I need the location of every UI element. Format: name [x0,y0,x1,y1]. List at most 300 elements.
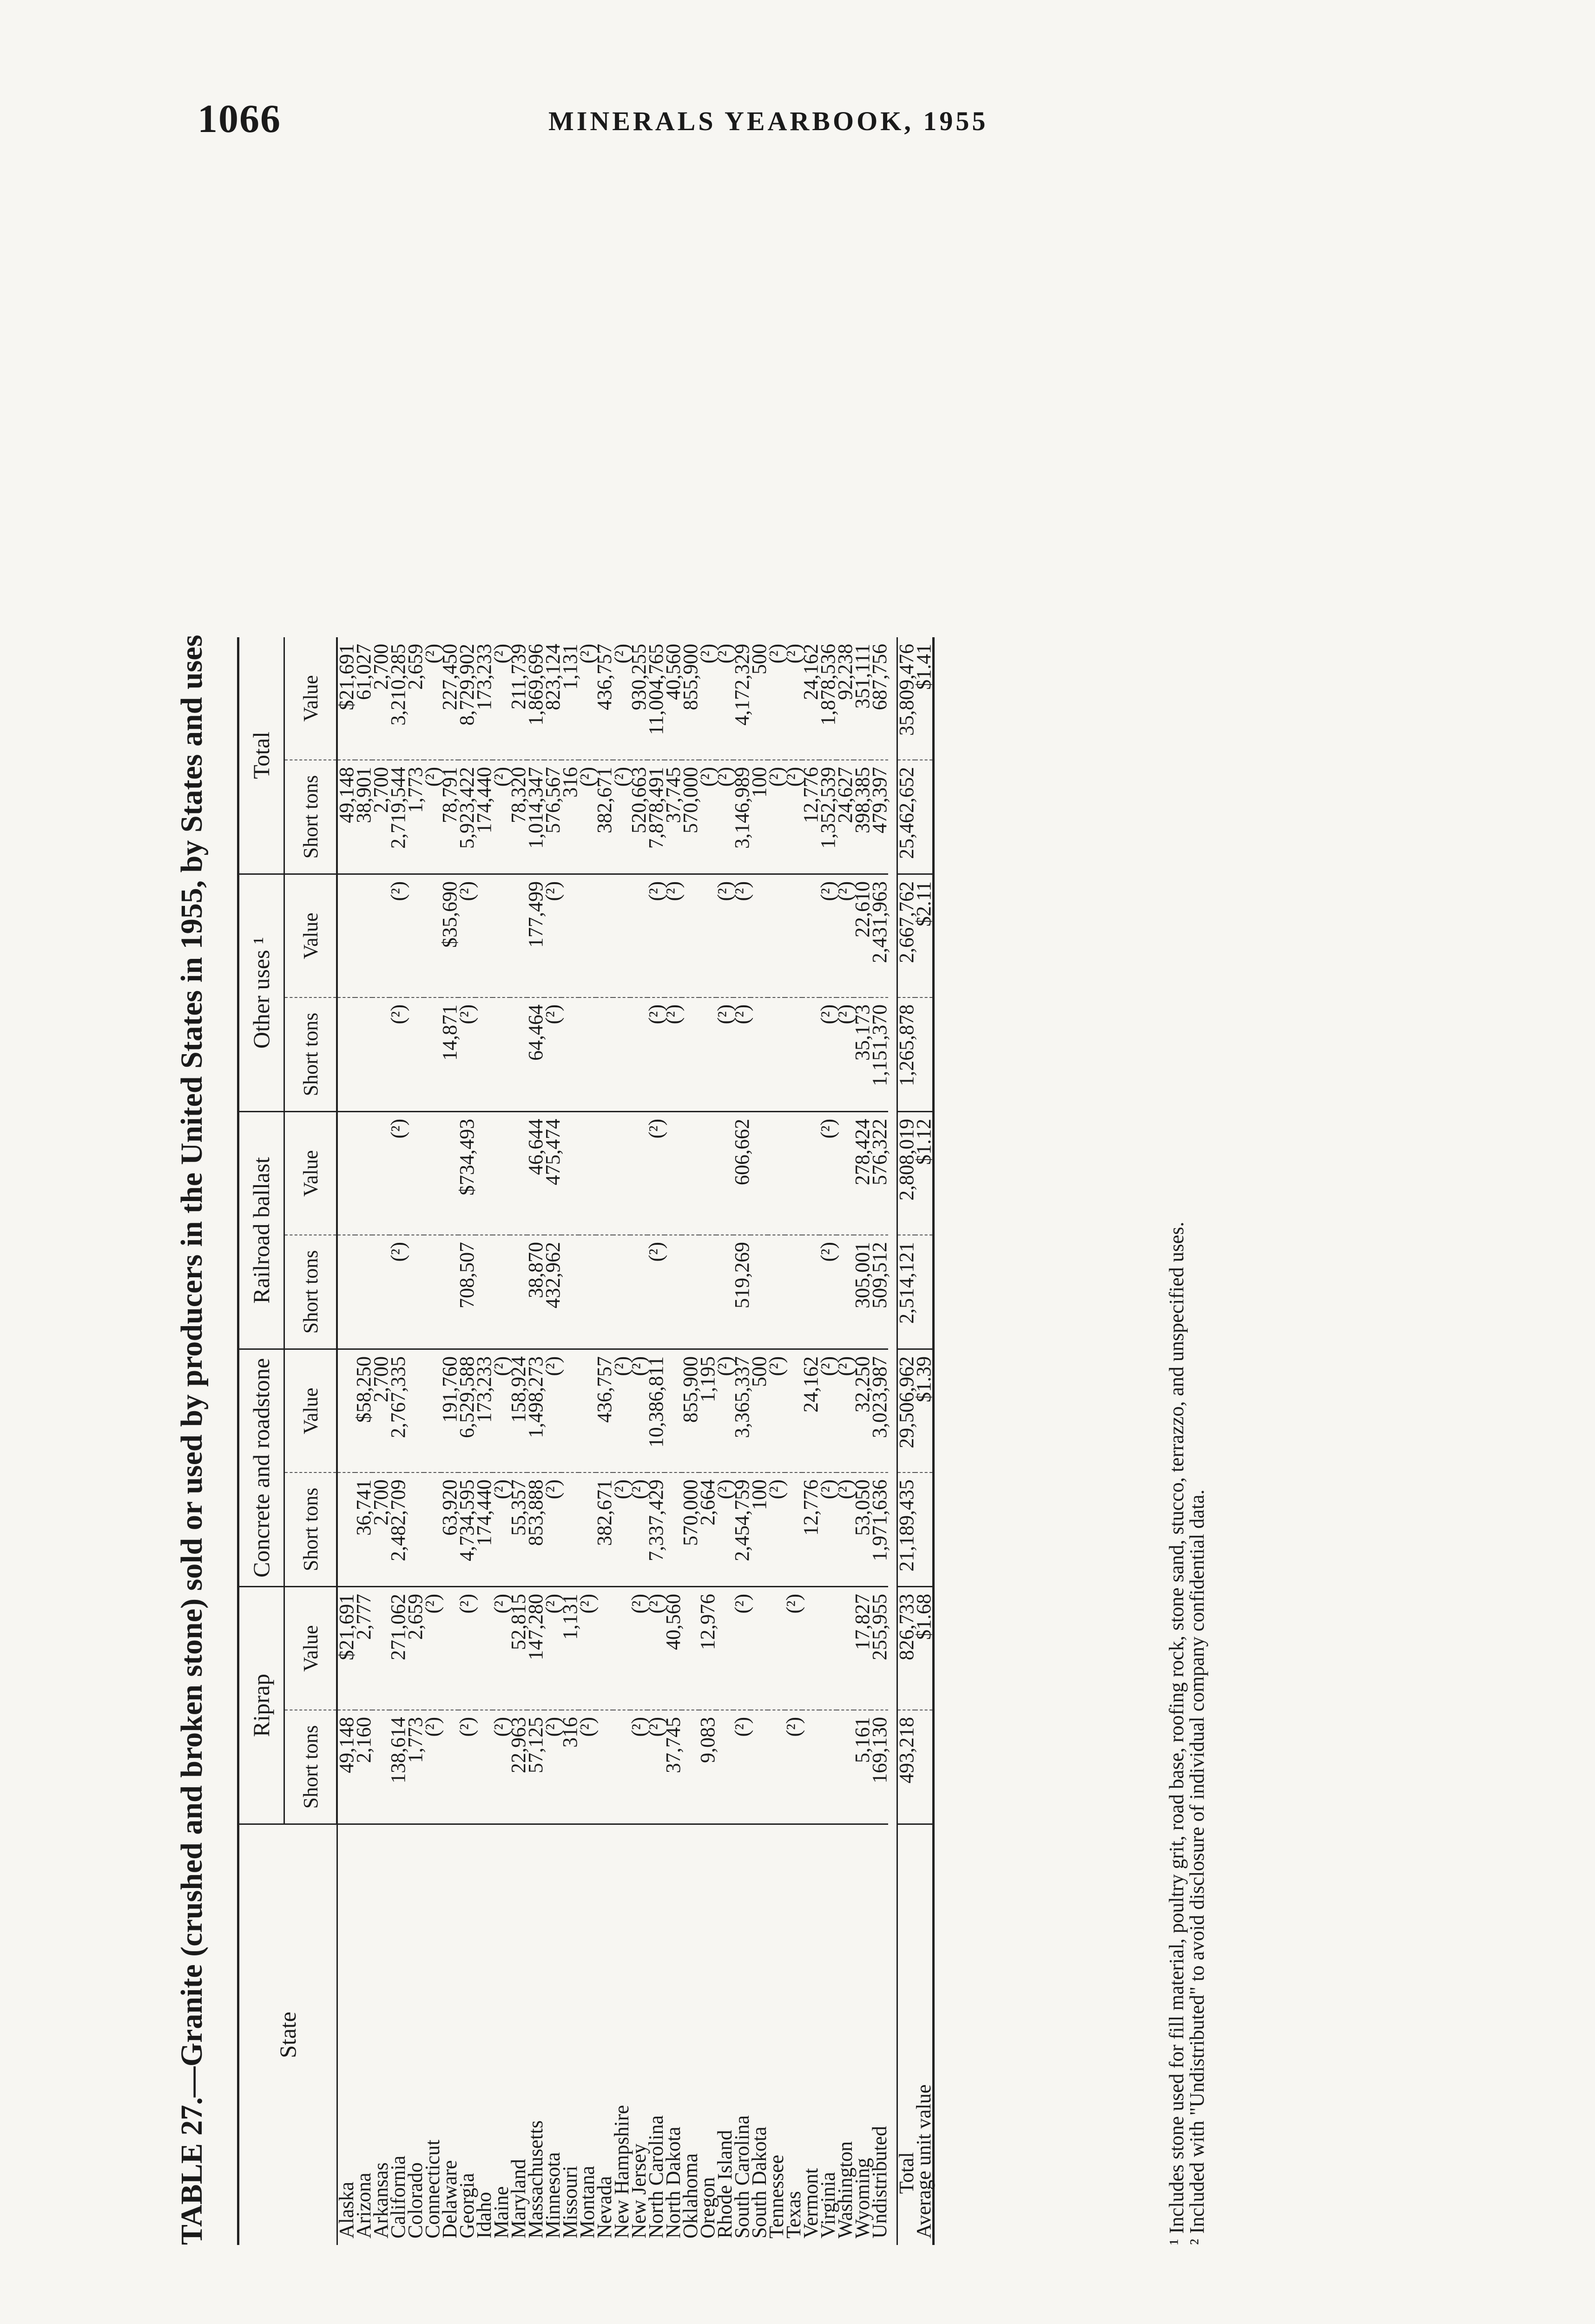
short-tons-cell: 100 [751,1472,768,1587]
state-cell: Maryland [510,1824,527,2245]
short-tons-cell [613,1235,630,1349]
short-tons-cell: 49,148 [337,1710,355,1824]
short-tons-cell: (²) [613,760,630,874]
short-tons-cell: 100 [751,760,768,874]
short-tons-cell: 14,871 [441,997,458,1112]
value-cell: 147,280 [527,1587,544,1710]
short-tons-cell: 4,734,595 [458,1472,475,1587]
value-cell: 1,131 [561,1587,579,1710]
value-cell: 3,210,285 [387,644,409,726]
value-cell: (²) [424,1587,441,1710]
short-tons-cell: 36,741 [355,1472,372,1587]
short-tons-cell: 7,337,429 [647,1472,665,1587]
value-cell: (²) [819,1349,837,1473]
table-row [596,637,613,2245]
short-tons-cell: 305,001 [854,1235,871,1349]
short-tons-cell [355,997,372,1112]
value-cell: 1,878,536 [817,644,839,726]
value-cell: 271,062 [389,1587,407,1710]
table-row [337,637,355,2245]
short-tons-cell: (²) [837,1472,854,1587]
short-tons-cell [819,1710,837,1824]
short-tons-cell: (²) [613,1472,630,1587]
value-cell: $734,493 [458,1112,475,1235]
value-cell: $21,691 [337,1587,355,1710]
value-header: Value [284,1349,337,1473]
value-cell: 2,700 [372,1349,389,1473]
short-tons-cell: 53,050 [854,1472,871,1587]
short-tons-cell: 7,878,491 [647,760,665,874]
table-title: TABLE 27.—Granite (crushed and broken stone) sold or used by producers in the United States in 1955, by States and uses [175,634,209,2245]
short-tons-cell: 38,870 [527,1235,544,1349]
value-cell: 2,659 [407,1587,424,1710]
value-header: Value [284,1112,337,1235]
value-cell: 2,659 [404,644,427,690]
short-tons-cell: (²) [630,1710,647,1824]
short-tons-cell [424,1235,441,1349]
state-cell: North Dakota [665,1824,682,2245]
state-column-header: State [238,1824,337,2245]
short-tons-cell: 1,151,370 [871,997,888,1112]
value-cell: 29,506,962 [897,1349,916,1473]
state-cell: New Hampshire [613,1824,630,2245]
value-cell [596,874,613,998]
table-row [751,637,768,2245]
value-cell: 687,756 [868,644,891,710]
value-cell: (²) [544,1349,561,1473]
short-tons-cell: 570,000 [682,1472,699,1587]
state-cell: Wyoming [854,1824,871,2245]
short-tons-cell: 2,482,709 [389,1472,407,1587]
short-tons-cell: (²) [716,1472,733,1587]
value-cell: 8,729,902 [455,644,478,726]
short-tons-cell: (²) [716,997,733,1112]
short-tons-cell: (²) [493,1472,510,1587]
value-cell: (²) [490,644,513,664]
value-cell: 2,777 [355,1587,372,1710]
value-cell: (²) [733,1587,751,1710]
value-cell: (²) [493,1349,510,1473]
value-cell: 52,815 [510,1587,527,1710]
footnotes [1167,1221,1207,2245]
value-cell: 6,529,588 [458,1349,475,1473]
value-cell: (²) [544,874,561,998]
value-cell: 576,322 [871,1112,888,1235]
state-cell: South Dakota [751,1824,768,2245]
state-cell: Total [897,1824,916,2245]
value-cell: 2,808,019 [897,1112,916,1235]
short-tons-cell: 509,512 [871,1235,888,1349]
value-cell: (²) [713,644,736,664]
value-cell [785,1112,802,1235]
state-cell: Maine [493,1824,510,2245]
table-row [682,637,699,2245]
state-cell: Texas [785,1824,802,2245]
short-tons-cell: (²) [389,1235,407,1349]
table-row [837,637,854,2245]
state-cell: Minnesota [544,1824,561,2245]
value-cell: 4,172,329 [731,644,753,726]
short-tons-cell: 1,971,636 [871,1472,888,1587]
short-tons-cell: 174,440 [475,760,493,874]
state-cell: Georgia [458,1824,475,2245]
value-cell: (²) [837,1349,854,1473]
value-cell: (²) [610,644,633,664]
short-tons-cell: 12,776 [802,1472,819,1587]
table-row [561,637,579,2245]
value-cell: 158,924 [510,1349,527,1473]
short-tons-cell: 2,664 [699,1472,716,1587]
value-cell: 826,733 [897,1587,916,1710]
value-cell: 17,827 [854,1587,871,1710]
value-header: Value [284,874,337,998]
short-tons-cell: 37,745 [665,760,682,874]
value-cell: 436,757 [593,644,616,710]
table-row [441,637,458,2245]
value-cell: (²) [716,1349,733,1473]
value-cell: (²) [696,644,719,664]
value-cell: 227,450 [438,644,461,710]
rotated-table-block [174,153,1336,2245]
table-row [355,637,372,2245]
short-tons-header: Short tons [284,1710,337,1824]
short-tons-cell: 2,700 [372,1472,389,1587]
value-cell: 173,233 [473,644,495,710]
value-cell: $2.11 [915,874,934,998]
short-tons-cell: 63,920 [441,1472,458,1587]
value-cell: 255,955 [871,1587,888,1710]
value-header: Value [284,637,337,760]
value-cell [682,1112,699,1235]
short-tons-cell: (²) [579,1710,596,1824]
table-row [493,637,510,2245]
footnote-1: ¹ Includes stone used for fill material, poultry grit, road base, roofing rock, stone sand, stucco, terrazzo, and unspecified uses. [1165,1221,1188,2245]
short-tons-cell: (²) [733,997,751,1112]
value-cell: 930,255 [627,644,650,710]
state-cell: South Carolina [733,1824,751,2245]
table-row [389,637,407,2245]
value-cell [785,874,802,998]
state-cell: Nevada [596,1824,613,2245]
value-cell: 855,900 [679,644,702,710]
short-tons-cell: 22,963 [510,1710,527,1824]
short-tons-cell: 25,462,652 [897,760,916,874]
short-tons-cell: 3,146,989 [733,760,751,874]
value-cell: (²) [819,874,837,998]
short-tons-cell: 78,791 [441,760,458,874]
value-cell [596,1112,613,1235]
value-cell [819,1587,837,1710]
value-cell: 24,162 [802,1349,819,1473]
short-tons-cell: 382,671 [596,1472,613,1587]
value-cell [613,1112,630,1235]
value-cell [768,874,785,998]
short-tons-cell: 35,173 [854,997,871,1112]
table-row [527,637,544,2245]
state-cell: Oregon [699,1824,716,2245]
value-cell: (²) [579,1587,596,1710]
value-cell: (²) [576,644,599,664]
value-cell: 10,386,811 [647,1349,665,1473]
short-tons-cell [768,1235,785,1349]
value-cell: 191,760 [441,1349,458,1473]
value-cell: 35,809,476 [897,637,916,760]
short-tons-cell: 853,888 [527,1472,544,1587]
short-tons-cell: 9,083 [699,1710,716,1824]
short-tons-cell: (²) [389,997,407,1112]
value-cell: 61,027 [352,644,375,700]
table-row [699,637,716,2245]
short-tons-cell: 174,440 [475,1472,493,1587]
state-cell: Connecticut [424,1824,441,2245]
value-cell [768,1112,785,1235]
value-cell: 1,498,273 [527,1349,544,1473]
value-cell: $35,690 [441,874,458,998]
value-cell: (²) [665,874,682,998]
table-row [785,637,802,2245]
short-tons-cell: 5,161 [854,1710,871,1824]
short-tons-cell: (²) [424,760,441,874]
state-cell: Arizona [355,1824,372,2245]
short-tons-cell: 432,962 [544,1235,561,1349]
short-tons-cell [337,1235,355,1349]
short-tons-cell: 398,385 [854,760,871,874]
group-header-total: Total [238,637,284,874]
short-tons-cell: 5,923,422 [458,760,475,874]
value-cell: 92,238 [834,644,857,700]
total-row [897,637,916,2245]
short-tons-header: Short tons [284,1472,337,1587]
short-tons-cell: (²) [768,1472,785,1587]
value-cell: 177,499 [527,874,544,998]
short-tons-cell: 1,014,347 [527,760,544,874]
value-cell: $21,691 [335,644,358,710]
table-row [407,637,424,2245]
value-cell: 606,662 [733,1112,751,1235]
state-cell: Colorado [407,1824,424,2245]
short-tons-cell: 493,218 [897,1710,916,1824]
page-number: 1066 [198,96,281,141]
short-tons-cell: (²) [665,997,682,1112]
short-tons-cell: 316 [561,1710,579,1824]
table-row [871,637,888,2245]
short-tons-cell: (²) [785,1710,802,1824]
state-cell: Tennessee [768,1824,785,2245]
state-cell: North Carolina [647,1824,665,2245]
value-cell: (²) [785,1587,802,1710]
value-cell: $1.68 [915,1587,934,1710]
value-cell: 278,424 [854,1112,871,1235]
short-tons-cell: 12,776 [802,760,819,874]
value-cell: (²) [765,644,788,664]
value-cell: 24,162 [799,644,822,700]
short-tons-cell: (²) [768,760,785,874]
value-cell: 11,004,765 [645,644,667,735]
value-cell [579,874,596,998]
value-header: Value [284,1587,337,1710]
value-cell: $1.39 [915,1349,934,1473]
short-tons-cell: (²) [819,1472,837,1587]
state-cell: Massachusetts [527,1824,544,2245]
short-tons-cell [768,997,785,1112]
short-tons-cell: (²) [493,760,510,874]
value-cell [579,1112,596,1235]
value-cell: 32,250 [854,1349,871,1473]
short-tons-cell: 2,514,121 [897,1235,916,1349]
value-cell: (²) [647,874,665,998]
value-cell: (²) [389,1112,407,1235]
table-row [544,637,561,2245]
value-cell: 500 [748,644,771,674]
short-tons-cell: 2,700 [372,760,389,874]
value-cell: 40,560 [665,1587,682,1710]
value-cell: (²) [458,874,475,998]
value-cell: $1.12 [915,1112,934,1235]
state-cell: Vermont [802,1824,819,2245]
value-cell: 2,667,762 [897,874,916,998]
state-cell: Idaho [475,1824,493,2245]
short-tons-header: Short tons [284,997,337,1112]
value-cell: 2,431,963 [871,874,888,998]
short-tons-cell: 1,265,878 [897,997,916,1112]
group-header-concrete: Concrete and roadstone [238,1349,284,1587]
short-tons-cell: (²) [819,997,837,1112]
value-cell: 46,644 [527,1112,544,1235]
value-cell [699,1112,716,1235]
value-cell: (²) [768,1349,785,1473]
value-cell: 500 [751,1349,768,1473]
value-cell: 12,976 [699,1587,716,1710]
short-tons-cell: (²) [544,997,561,1112]
page-header [0,95,1595,156]
table-row [372,637,389,2245]
table-row [768,637,785,2245]
short-tons-cell: (²) [544,1472,561,1587]
short-tons-cell [337,997,355,1112]
short-tons-cell: 519,269 [733,1235,751,1349]
state-cell: New Jersey [630,1824,647,2245]
value-cell: (²) [837,874,854,998]
state-cell: Oklahoma [682,1824,699,2245]
short-tons-cell: 37,745 [665,1710,682,1824]
short-tons-cell: 2,160 [355,1710,372,1824]
short-tons-cell [355,1235,372,1349]
value-cell [355,1112,372,1235]
value-cell: $58,250 [355,1349,372,1473]
table-row [579,637,596,2245]
short-tons-cell: (²) [458,997,475,1112]
short-tons-header: Short tons [284,760,337,874]
short-tons-header: Short tons [284,1235,337,1349]
short-tons-cell: (²) [493,1710,510,1824]
short-tons-cell [579,1235,596,1349]
value-cell [424,1112,441,1235]
short-tons-cell: 38,901 [355,760,372,874]
short-tons-cell: (²) [647,1710,665,1824]
group-header-other: Other uses ¹ [238,874,284,1112]
short-tons-cell: 1,773 [407,1710,424,1824]
short-tons-cell [579,997,596,1112]
short-tons-cell: 55,357 [510,1472,527,1587]
value-cell: 211,739 [507,644,530,710]
value-cell: 351,111 [851,644,874,709]
short-tons-cell: (²) [579,760,596,874]
value-cell: 1,869,696 [524,644,547,726]
short-tons-cell: (²) [544,1710,561,1824]
short-tons-cell: 520,663 [630,760,647,874]
short-tons-cell: (²) [630,1472,647,1587]
short-tons-cell: (²) [699,760,716,874]
value-cell: 1,131 [559,644,581,690]
value-cell: 173,233 [475,1349,493,1473]
value-cell: $1.41 [915,637,934,760]
value-cell: (²) [647,1587,665,1710]
value-cell [493,1112,510,1235]
short-tons-cell: 78,320 [510,760,527,874]
state-cell: Undistributed [871,1824,888,2245]
value-cell: 2,700 [369,644,392,690]
short-tons-cell [785,997,802,1112]
table-row [424,637,441,2245]
short-tons-cell [493,1235,510,1349]
value-cell: 2,767,335 [389,1349,407,1473]
footnote-2: ² Included with "Undistributed" to avoid disclosure of individual company confidential data. [1186,1489,1208,2245]
state-cell: Alaska [337,1824,355,2245]
table-row [510,637,527,2245]
short-tons-cell: 57,125 [527,1710,544,1824]
value-cell: (²) [613,1349,630,1473]
state-cell: Montana [579,1824,596,2245]
value-cell: (²) [630,1587,647,1710]
value-cell: (²) [782,644,805,664]
running-title: MINERALS YEARBOOK, 1955 [548,106,989,136]
table-row [458,637,475,2245]
value-cell: (²) [716,874,733,998]
short-tons-cell [596,1235,613,1349]
state-cell: Arkansas [372,1824,389,2245]
value-cell: (²) [421,644,444,664]
short-tons-cell: 570,000 [682,760,699,874]
value-cell: 475,474 [544,1112,561,1235]
short-tons-cell: 49,148 [337,760,355,874]
value-cell: 855,900 [682,1349,699,1473]
short-tons-cell [682,1235,699,1349]
value-cell: 40,560 [662,644,685,700]
state-cell: Virginia [819,1824,837,2245]
short-tons-cell: 708,507 [458,1235,475,1349]
short-tons-cell: 479,397 [871,760,888,874]
value-cell: (²) [458,1587,475,1710]
value-cell: (²) [544,1587,561,1710]
short-tons-cell: 21,189,435 [897,1472,916,1587]
short-tons-cell: (²) [424,1710,441,1824]
value-cell [337,874,355,998]
short-tons-cell: (²) [647,1235,665,1349]
table-row [802,637,819,2245]
short-tons-cell: 138,614 [389,1710,407,1824]
short-tons-cell [596,997,613,1112]
value-cell: 436,757 [596,1349,613,1473]
value-cell: (²) [630,1349,647,1473]
short-tons-cell: 316 [561,760,579,874]
value-cell: (²) [493,1587,510,1710]
value-cell [355,874,372,998]
short-tons-cell [699,1235,716,1349]
state-cell: Missouri [561,1824,579,2245]
value-cell: 823,124 [541,644,564,710]
table-row [475,637,493,2245]
short-tons-cell: 64,464 [527,997,544,1112]
